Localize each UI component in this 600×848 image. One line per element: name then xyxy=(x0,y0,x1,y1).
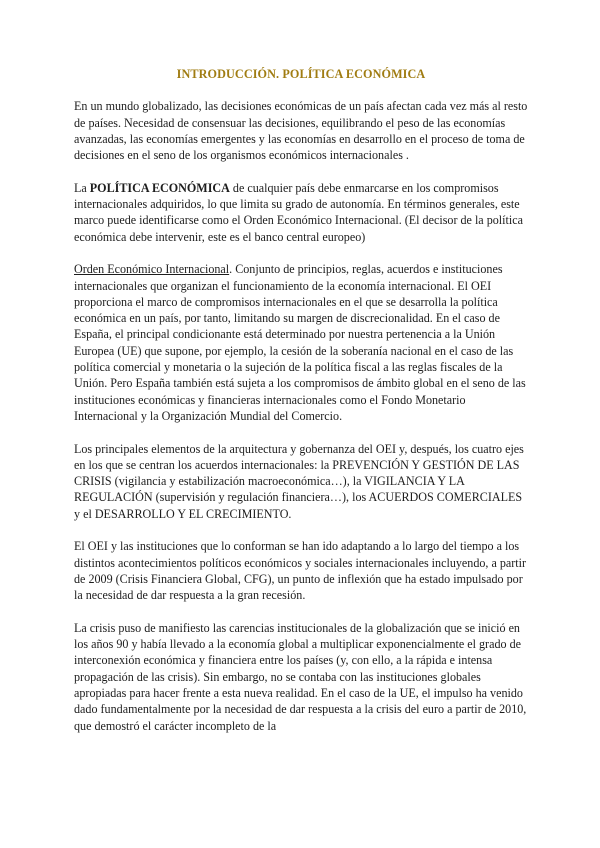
paragraph-elementos: Los principales elementos de la arquitectura y gobernanza del OEI y, después, los cuatro ejes en los que se centran los acuerdos internacionales: la PREVENCIÓN Y GESTIÓN DE LAS CRISIS (vigilancia y estabilización macroeconómica…), la VIGILANCIA Y LA REGULACIÓN (supervisión y regulación financiera…), los ACUERDOS COMERCIALES y el DESARROLLO Y EL CRECIMIENTO. xyxy=(74,441,524,521)
paragraph-text: de cualquier país debe enmarcarse en los compromisos internacionales adquiridos, lo que limita su grado de autonomía. En términos generales, este marco puede identificarse como el Orden Económico Internacional. (El decisor de la política económica debe intervenir, este es el banco central europeo) xyxy=(74,180,523,244)
paragraph-crisis: La crisis puso de manifiesto las carencias institucionales de la globalización que se inició en los años 90 y había llevado a la economía global a multiplicar exponencialmente el grado de interconexión económica y financiera entre los países (y, con ello, a la rápida e intensa propagación de las crisis). Sin embargo, no se contaba con las instituciones globales apropiadas para hacer frente a esta nueva realidad. En el caso de la UE, el impulso ha venido dado fundamentalmente por la necesidad de dar respuesta a la crisis del euro a partir de 2010, que demostró el carácter incompleto de la xyxy=(74,620,527,733)
paragraph-politica-economica xyxy=(74,180,528,245)
paragraph-adaptacion: El OEI y las instituciones que lo conforman se han ido adaptando a lo largo del tiempo a los distintos acontecimientos políticos económicos y sociales internacionales incluyendo, a partir de 2009 (Crisis Financiera Global, CFG), un punto de inflexión que ha estado impulsado por la necesidad de dar respuesta a la gran recesión. xyxy=(74,539,527,603)
paragraph-intro: En un mundo globalizado, las decisiones económicas de un país afectan cada vez más al resto de países. Necesidad de consensuar las decisiones, equilibrando el peso de las economías avanzadas, las economías emergentes y las economías en desarrollo en el proceso de toma de decisiones en el seno de los organismos económicos internacionales . xyxy=(74,99,528,163)
underlined-term: Orden Económico Internacional xyxy=(74,262,230,277)
paragraph-text: . Conjunto de principios, reglas, acuerdos e instituciones internacionales que organizan el funcionamiento de la economía internacional. El OEI proporciona el marco de compromisos internacionales en el que se desarrolla la política económica en un país, por tanto, limitando su margen de discrecionalidad. En el caso de España, el principal condicionante está determinado por nuestra pertenencia a la Unión Europea (UE) que supone, por ejemplo, la cesión de la soberanía nacional en el caso de las política comercial y monetaria o la sujeción de la política fiscal a las reglas fiscales de la Unión. Pero España también está sujeta a los compromisos de ámbito global en el seno de las instituciones económicas y financieras internacionales como el Fondo Monetario Internacional y la Organización Mundial del Comercio. xyxy=(74,262,526,423)
paragraph-orden-economico xyxy=(74,261,528,424)
paragraph-text: La xyxy=(74,180,90,195)
document-body xyxy=(74,66,528,750)
page-title: INTRODUCCIÓN. POLÍTICA ECONÓMICA xyxy=(176,67,426,81)
bold-term: POLÍTICA ECONÓMICA xyxy=(89,180,230,195)
